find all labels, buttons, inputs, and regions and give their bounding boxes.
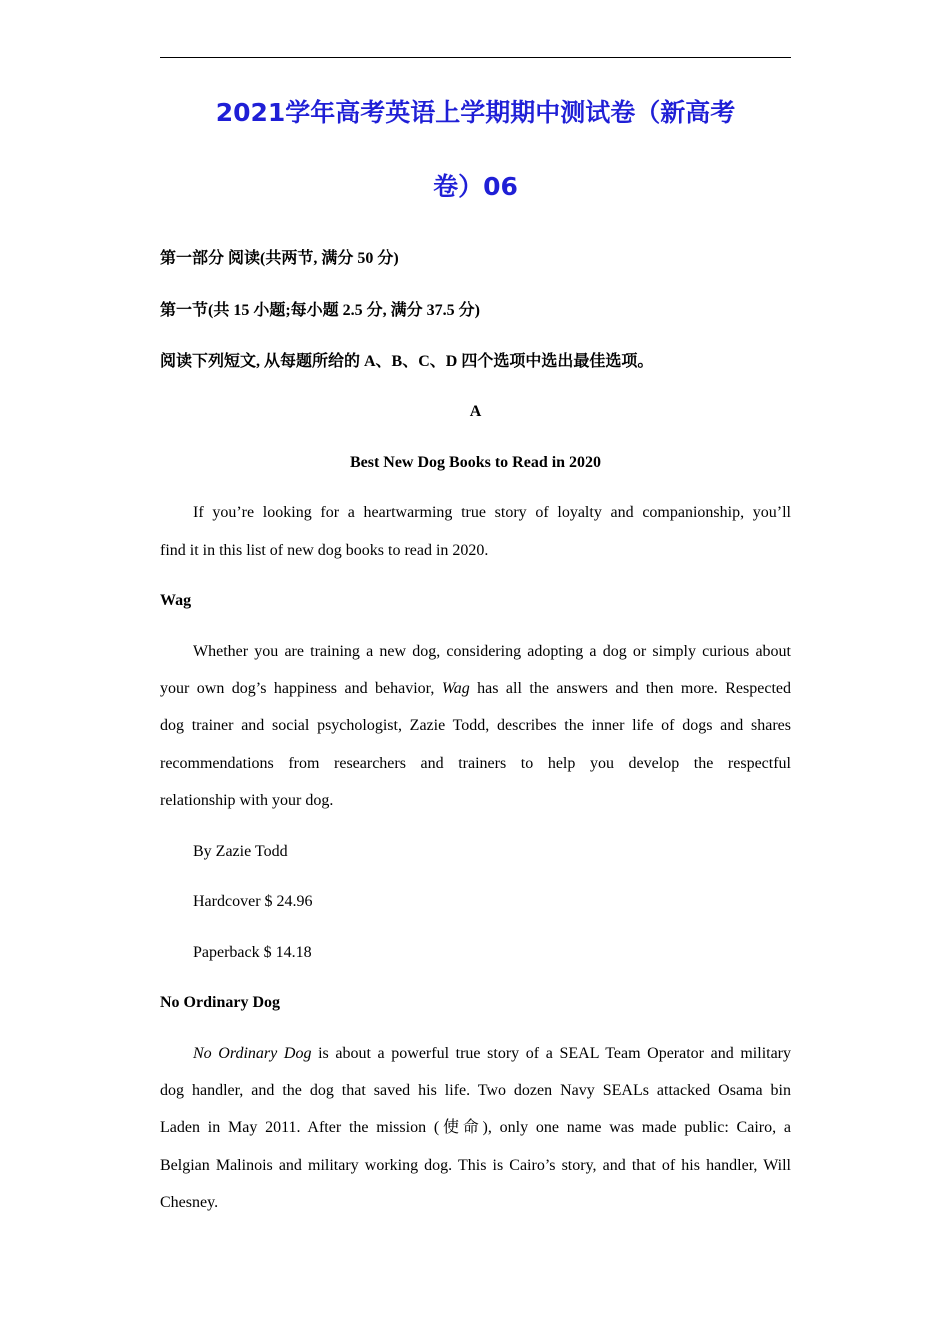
book1-paragraph-line: Whether you are training a new dog, considering adopting a dog or simply curious about [193, 643, 791, 660]
intro-line: find it in this list of new dog books to read in 2020. [160, 542, 489, 559]
italic-book-title: No Ordinary Dog [193, 1045, 312, 1062]
document-title-line2: 卷）06 [433, 172, 518, 201]
book1-paragraph-line: relationship with your dog. [160, 792, 334, 809]
text-run: your own dog’s happiness and behavior, [160, 680, 442, 697]
text-run: is about a powerful true story of a SEAL Team Operator and military [311, 1045, 792, 1062]
book1-paragraph-line [160, 678, 791, 700]
book2-paragraph-line: Belgian Malinois and military working dog. This is Cairo’s story, and that of his handler, Will [160, 1157, 791, 1174]
book1-paragraph-line: recommendations from researchers and trainers to help you develop the respectful [160, 755, 791, 772]
book1-author: By Zazie Todd [193, 843, 288, 860]
book1-paragraph-line: dog trainer and social psychologist, Zazie Todd, describes the inner life of dogs and shares [160, 717, 791, 734]
passage-title: Best New Dog Books to Read in 2020 [349, 454, 602, 471]
book2-paragraph-line: Chesney. [160, 1194, 219, 1211]
text-run: has all the answers and then more. Respected [469, 680, 792, 697]
book1-hardcover-price: Hardcover $ 24.96 [193, 893, 313, 910]
book-title-no-ordinary-dog: No Ordinary Dog [160, 994, 280, 1011]
part-heading: 第一部分 阅读(共两节, 满分 50 分) [160, 250, 399, 267]
passage-letter: A [469, 403, 482, 420]
book2-paragraph-line: Laden in May 2011. After the mission (使命), only one name was made public: Cairo, a [160, 1119, 791, 1136]
book2-paragraph-line [160, 1043, 791, 1065]
section-heading: 第一节(共 15 小题;每小题 2.5 分, 满分 37.5 分) [160, 302, 480, 319]
intro-line: If you’re looking for a heartwarming true story of loyalty and companionship, you’ll [193, 504, 791, 521]
header-rule [160, 57, 791, 58]
book-title-wag: Wag [160, 592, 192, 609]
instruction: 阅读下列短文, 从每题所给的 A、B、C、D 四个选项中选出最佳选项。 [160, 353, 654, 370]
book1-paperback-price: Paperback $ 14.18 [193, 944, 312, 961]
document-title-line1: 2021学年高考英语上学期期中测试卷（新高考 [215, 98, 736, 127]
italic-book-title: Wag [441, 680, 470, 697]
book2-paragraph-line: dog handler, and the dog that saved his life. Two dozen Navy SEALs attacked Osama bin [160, 1082, 791, 1099]
